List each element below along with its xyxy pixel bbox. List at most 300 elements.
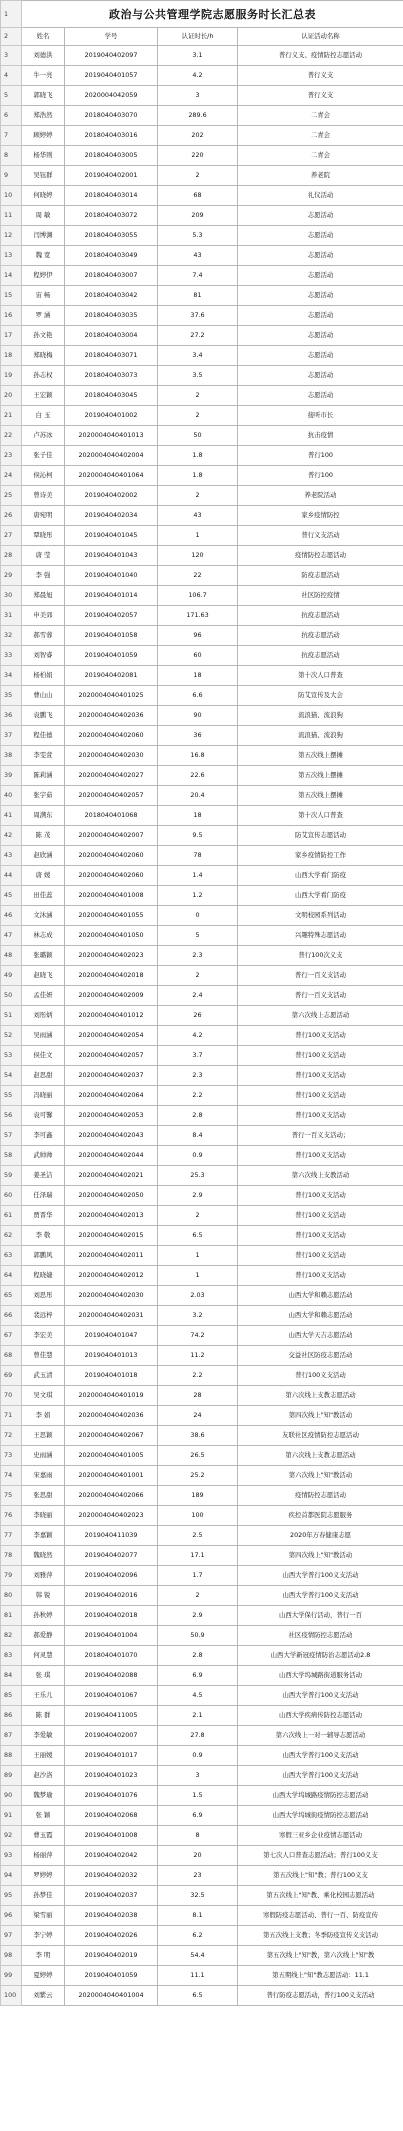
table-row: [1, 206, 403, 226]
cell-student-id: 2020004040401005: [65, 1446, 158, 1466]
cell-student-id: 2020004040402031: [65, 1306, 158, 1326]
cell-name: 程晓婕: [22, 1266, 65, 1286]
cell-name: 武帅帅: [22, 1146, 65, 1166]
row-number: 83: [1, 1646, 22, 1666]
cell-activity: 普行100义支活动: [238, 1046, 403, 1066]
row-number: 9: [1, 166, 22, 186]
cell-student-id: 2020004040402027: [65, 766, 158, 786]
row-number: 88: [1, 1746, 22, 1766]
cell-hours: 202: [158, 126, 238, 146]
cell-student-id: 2019040401002: [65, 406, 158, 426]
cell-name: 刘雅萍: [22, 1566, 65, 1586]
cell-student-id: 2020004040402054: [65, 1026, 158, 1046]
cell-activity: 普行义支: [238, 86, 403, 106]
table-row: [1, 1666, 403, 1686]
cell-name: 陈 群: [22, 1706, 65, 1726]
row-number: 68: [1, 1346, 22, 1366]
cell-name: 唐 莹: [22, 546, 65, 566]
cell-hours: 3.4: [158, 346, 238, 366]
cell-student-id: 2020004040401064: [65, 466, 158, 486]
table-row: [1, 1126, 403, 1146]
cell-hours: 2: [158, 1586, 238, 1606]
cell-name: 李宏美: [22, 1326, 65, 1346]
cell-name: 任泽瑞: [22, 1186, 65, 1206]
cell-hours: 1.8: [158, 466, 238, 486]
cell-hours: 22: [158, 566, 238, 586]
cell-activity: 山西大学看门防疫: [238, 866, 403, 886]
cell-student-id: 2020004040401008: [65, 886, 158, 906]
table-row: [1, 346, 403, 366]
table-row: [1, 1726, 403, 1746]
cell-activity: 志愿活动: [238, 246, 403, 266]
cell-activity: 山西大学新冠疫情防治志愿活动2.8: [238, 1646, 403, 1666]
cell-activity: 二青会: [238, 146, 403, 166]
cell-name: 顾婷婷: [22, 126, 65, 146]
row-number: 98: [1, 1946, 22, 1966]
row-number: 2: [1, 28, 22, 46]
cell-hours: 2: [158, 386, 238, 406]
cell-activity: 山西大学疾病传防控志愿活动: [238, 1706, 403, 1726]
cell-student-id: 2019040401040: [65, 566, 158, 586]
cell-student-id: 2018040403042: [65, 286, 158, 306]
row-number: 28: [1, 546, 22, 566]
cell-student-id: 2019040401076: [65, 1786, 158, 1806]
cell-name: 魏晓然: [22, 1546, 65, 1566]
table-row: [1, 1766, 403, 1786]
row-number: 57: [1, 1126, 22, 1146]
cell-activity: 志愿活动: [238, 226, 403, 246]
table-row: [1, 1806, 403, 1826]
table-row: [1, 866, 403, 886]
cell-name: 李嘉颖: [22, 1526, 65, 1546]
table-row: [1, 586, 403, 606]
cell-activity: 山西大学普行100义支活动: [238, 1746, 403, 1766]
row-number: 66: [1, 1306, 22, 1326]
table-row: [1, 186, 403, 206]
cell-activity: 普行100义支活动: [238, 1366, 403, 1386]
row-number: 53: [1, 1046, 22, 1066]
cell-activity: 第六次线上支教志愿活动: [238, 1446, 403, 1466]
cell-hours: 189: [158, 1486, 238, 1506]
cell-student-id: 2020004040402057: [65, 786, 158, 806]
table-row: [1, 1326, 403, 1346]
cell-hours: 171.63: [158, 606, 238, 626]
row-number: 19: [1, 366, 22, 386]
cell-student-id: 2020004040401013: [65, 426, 158, 446]
cell-activity: 第五期线上"知"教志愿活动：11.1: [238, 1966, 403, 1986]
cell-student-id: 2020004040402044: [65, 1146, 158, 1166]
table-row: [1, 126, 403, 146]
cell-student-id: 2018040403045: [65, 386, 158, 406]
row-number: 6: [1, 106, 22, 126]
cell-hours: 8.4: [158, 1126, 238, 1146]
table-row: [1, 766, 403, 786]
table-row: [1, 1186, 403, 1206]
cell-student-id: 2018040403016: [65, 126, 158, 146]
cell-hours: 20.4: [158, 786, 238, 806]
cell-hours: 25.2: [158, 1466, 238, 1486]
row-number: 90: [1, 1786, 22, 1806]
table-row: [1, 1286, 403, 1306]
cell-activity: 山西大学和赖志愿活动: [238, 1306, 403, 1326]
row-number: 31: [1, 606, 22, 626]
row-number: 64: [1, 1266, 22, 1286]
row-number: 70: [1, 1386, 22, 1406]
cell-activity: 第四次线上"知"教活动: [238, 1406, 403, 1426]
cell-activity: 抗疫志愿活动: [238, 606, 403, 626]
row-number: 40: [1, 786, 22, 806]
cell-name: 刘德洪: [22, 46, 65, 66]
cell-name: 李 娟: [22, 1406, 65, 1426]
row-number: 99: [1, 1966, 22, 1986]
table-row: [1, 146, 403, 166]
cell-activity: 山西大学普行100义支活动: [238, 1686, 403, 1706]
row-number: 79: [1, 1566, 22, 1586]
cell-name: 曾佳慧: [22, 1346, 65, 1366]
cell-activity: 礼仪活动: [238, 186, 403, 206]
cell-name: 赵沙洛: [22, 1766, 65, 1786]
cell-activity: 普行义支、疫情防控志愿活动: [238, 46, 403, 66]
row-number: 96: [1, 1906, 22, 1926]
cell-hours: 23: [158, 1866, 238, 1886]
row-number: 84: [1, 1666, 22, 1686]
cell-name: 魏梦瑜: [22, 1786, 65, 1806]
cell-student-id: 2020004040402053: [65, 1106, 158, 1126]
row-number: 73: [1, 1446, 22, 1466]
cell-hours: 26.5: [158, 1446, 238, 1466]
row-number: 16: [1, 306, 22, 326]
row-number: 93: [1, 1846, 22, 1866]
cell-hours: 50.9: [158, 1626, 238, 1646]
cell-student-id: 2019040402016: [65, 1586, 158, 1606]
cell-activity: 志愿活动: [238, 386, 403, 406]
table-row: [1, 686, 403, 706]
row-number: 76: [1, 1506, 22, 1526]
cell-hours: 25.3: [158, 1166, 238, 1186]
cell-name: 杨柏娟: [22, 666, 65, 686]
cell-name: 吴雨涵: [22, 1026, 65, 1046]
row-number: 1: [1, 1, 22, 28]
cell-name: 梁雪丽: [22, 1906, 65, 1926]
cell-hours: 1.8: [158, 446, 238, 466]
table-row: [1, 326, 403, 346]
cell-student-id: 2018040401068: [65, 806, 158, 826]
row-number: 42: [1, 826, 22, 846]
table-row: [1, 706, 403, 726]
table-row: [1, 406, 403, 426]
cell-name: 宋嘉雨: [22, 1466, 65, 1486]
table-row: [1, 806, 403, 826]
cell-activity: 第七次人口普查志愿活动；普行100义支: [238, 1846, 403, 1866]
table-row: [1, 906, 403, 926]
cell-name: 张 颖: [22, 1806, 65, 1826]
cell-hours: 6.6: [158, 686, 238, 706]
cell-hours: 2.3: [158, 946, 238, 966]
cell-hours: 3: [158, 1766, 238, 1786]
table-row: [1, 966, 403, 986]
row-number: 54: [1, 1066, 22, 1086]
row-number: 55: [1, 1086, 22, 1106]
row-number: 85: [1, 1686, 22, 1706]
cell-activity: 抗击疫情: [238, 426, 403, 446]
cell-student-id: 2019040401059: [65, 1966, 158, 1986]
cell-name: 申美郊: [22, 606, 65, 626]
cell-student-id: 2020004040401019: [65, 1386, 158, 1406]
cell-student-id: 2018040401070: [65, 1646, 158, 1666]
cell-activity: 普行100义支活动: [238, 1026, 403, 1046]
row-number: 13: [1, 246, 22, 266]
row-number: 61: [1, 1206, 22, 1226]
cell-activity: 志愿活动: [238, 266, 403, 286]
table-row: [1, 826, 403, 846]
cell-student-id: 2020004040401001: [65, 1466, 158, 1486]
cell-activity: 普行一百义支活动；: [238, 1126, 403, 1146]
cell-name: 贾晋华: [22, 1206, 65, 1226]
row-number: 24: [1, 466, 22, 486]
cell-hours: 43: [158, 246, 238, 266]
cell-name: 刘紫云: [22, 1986, 65, 2006]
cell-student-id: 2019040402088: [65, 1666, 158, 1686]
table-row: [1, 1426, 403, 1446]
cell-student-id: 2019040402068: [65, 1806, 158, 1826]
row-number: 95: [1, 1886, 22, 1906]
cell-name: 曹山山: [22, 686, 65, 706]
cell-hours: 43: [158, 506, 238, 526]
cell-activity: 防艾宣传及大会: [238, 686, 403, 706]
cell-hours: 2: [158, 966, 238, 986]
cell-hours: 2.5: [158, 1526, 238, 1546]
table-row: [1, 1926, 403, 1946]
table-row: [1, 1226, 403, 1246]
cell-hours: 0.9: [158, 1146, 238, 1166]
cell-student-id: 2020004040402036: [65, 1406, 158, 1426]
row-number: 7: [1, 126, 22, 146]
cell-student-id: 2020004040401055: [65, 906, 158, 926]
cell-activity: 抗疫志愿活动: [238, 646, 403, 666]
cell-name: 魏 宽: [22, 246, 65, 266]
cell-student-id: 2020004040402007: [65, 826, 158, 846]
cell-student-id: 2019040401057: [65, 66, 158, 86]
cell-name: 孙志权: [22, 366, 65, 386]
cell-activity: 第五次线上摆摊: [238, 746, 403, 766]
row-number: 47: [1, 926, 22, 946]
cell-student-id: 2018040403014: [65, 186, 158, 206]
table-row: [1, 1626, 403, 1646]
table-row: [1, 1026, 403, 1046]
cell-name: 林志成: [22, 926, 65, 946]
cell-name: 宙 畅: [22, 286, 65, 306]
cell-activity: 普行100义支活动: [238, 1106, 403, 1126]
cell-name: 李爱敏: [22, 1726, 65, 1746]
cell-hours: 2.9: [158, 1606, 238, 1626]
table-row: [1, 1886, 403, 1906]
cell-name: 覃晓彤: [22, 526, 65, 546]
cell-hours: 6.5: [158, 1986, 238, 2006]
cell-activity: 第五次线上"知"教、乘化校园志愿活动: [238, 1886, 403, 1906]
cell-student-id: 2019040402057: [65, 606, 158, 626]
cell-hours: 2.9: [158, 1186, 238, 1206]
cell-activity: 二青会: [238, 126, 403, 146]
table-row: [1, 1006, 403, 1026]
cell-name: 袁可馨: [22, 1106, 65, 1126]
row-number: 23: [1, 446, 22, 466]
row-number: 8: [1, 146, 22, 166]
cell-name: 杨华则: [22, 146, 65, 166]
cell-student-id: 2020004040402066: [65, 1486, 158, 1506]
cell-activity: 山西大学普行100义支活动: [238, 1566, 403, 1586]
cell-student-id: 2019040402001: [65, 166, 158, 186]
table-row: [1, 1146, 403, 1166]
cell-hours: 24: [158, 1406, 238, 1426]
cell-student-id: 2020004040402060: [65, 846, 158, 866]
cell-hours: 27.8: [158, 1726, 238, 1746]
row-number: 65: [1, 1286, 22, 1306]
cell-hours: 2: [158, 1206, 238, 1226]
cell-activity: 山西大学保行活动，普行一百: [238, 1606, 403, 1626]
cell-hours: 220: [158, 146, 238, 166]
cell-student-id: 2020004040401004: [65, 1986, 158, 2006]
row-number: 45: [1, 886, 22, 906]
table-row: [1, 1606, 403, 1626]
row-number: 18: [1, 346, 22, 366]
cell-name: 郑晓梅: [22, 346, 65, 366]
row-number: 48: [1, 946, 22, 966]
cell-name: 郭晓飞: [22, 86, 65, 106]
cell-activity: 流浪猫、流浪狗: [238, 726, 403, 746]
cell-name: 王乐儿: [22, 1686, 65, 1706]
cell-activity: 普行义支活动: [238, 526, 403, 546]
cell-hours: 2.8: [158, 1106, 238, 1126]
cell-student-id: 2020004040402015: [65, 1226, 158, 1246]
cell-activity: 普行100义支活动: [238, 1206, 403, 1226]
cell-hours: 5: [158, 926, 238, 946]
cell-name: 田佳蕊: [22, 886, 65, 906]
cell-name: 罗婷婷: [22, 1866, 65, 1886]
cell-activity: 第五次线上"知"教；普行100义支: [238, 1866, 403, 1886]
cell-name: 曹玉霞: [22, 1826, 65, 1846]
cell-name: 牛一亮: [22, 66, 65, 86]
cell-name: 吴钰群: [22, 166, 65, 186]
table-row: [1, 1946, 403, 1966]
cell-name: 杨丽萍: [22, 1846, 65, 1866]
cell-student-id: 2020004040402023: [65, 946, 158, 966]
cell-activity: 志愿活动: [238, 206, 403, 226]
cell-name: 郝爱静: [22, 1626, 65, 1646]
cell-hours: 11.2: [158, 1346, 238, 1366]
cell-hours: 37.6: [158, 306, 238, 326]
cell-hours: 3.1: [158, 46, 238, 66]
cell-activity: 第五次线上摆摊: [238, 786, 403, 806]
cell-hours: 2: [158, 486, 238, 506]
cell-student-id: 2018040403004: [65, 326, 158, 346]
cell-hours: 28: [158, 1386, 238, 1406]
cell-name: 张宇茹: [22, 786, 65, 806]
header-hours: 认证时长/h: [158, 28, 238, 46]
row-number: 22: [1, 426, 22, 446]
cell-hours: 2.3: [158, 1066, 238, 1086]
cell-student-id: 2019040402038: [65, 1906, 158, 1926]
cell-hours: 17.1: [158, 1546, 238, 1566]
cell-activity: 普行100义支活动: [238, 1086, 403, 1106]
cell-student-id: 2020004040402004: [65, 446, 158, 466]
table-row: [1, 646, 403, 666]
cell-student-id: 2019040401008: [65, 1826, 158, 1846]
cell-name: 袁鹏飞: [22, 706, 65, 726]
cell-activity: 养老院: [238, 166, 403, 186]
cell-hours: 0.9: [158, 1746, 238, 1766]
cell-name: 李 敬: [22, 1226, 65, 1246]
table-row: [1, 1986, 403, 2006]
cell-activity: 普行100义支活动: [238, 1246, 403, 1266]
cell-name: 孙文艳: [22, 326, 65, 346]
cell-name: 唐 媛: [22, 866, 65, 886]
cell-student-id: 2019040401059: [65, 646, 158, 666]
cell-name: 王宏颖: [22, 386, 65, 406]
cell-activity: 防疫志愿活动: [238, 566, 403, 586]
cell-hours: 18: [158, 666, 238, 686]
cell-student-id: 2019040401047: [65, 1326, 158, 1346]
cell-hours: 4.2: [158, 66, 238, 86]
table-row: [1, 426, 403, 446]
cell-name: 李雯萱: [22, 746, 65, 766]
cell-hours: 7.4: [158, 266, 238, 286]
table-row: [1, 926, 403, 946]
row-number: 27: [1, 526, 22, 546]
cell-student-id: 2019040402077: [65, 1546, 158, 1566]
cell-student-id: 2020004040402018: [65, 966, 158, 986]
cell-name: 卢苏冰: [22, 426, 65, 446]
cell-activity: 友联社区疫情防控志愿活动: [238, 1426, 403, 1446]
row-number: 30: [1, 586, 22, 606]
table-row: [1, 986, 403, 1006]
cell-hours: 90: [158, 706, 238, 726]
cell-activity: 普行100义支活动: [238, 1266, 403, 1286]
cell-name: 李宁婷: [22, 1926, 65, 1946]
cell-student-id: 2019040402002: [65, 486, 158, 506]
cell-name: 闫博渊: [22, 226, 65, 246]
cell-student-id: 2020004040402013: [65, 1206, 158, 1226]
row-number: 26: [1, 506, 22, 526]
table-row: [1, 1786, 403, 1806]
row-number: 97: [1, 1926, 22, 1946]
row-number: 82: [1, 1626, 22, 1646]
table-row: [1, 286, 403, 306]
row-number: 100: [1, 1986, 22, 2006]
cell-activity: 第五次线上支教；冬季防疫宣传义支活动: [238, 1926, 403, 1946]
row-number: 14: [1, 266, 22, 286]
row-number: 74: [1, 1466, 22, 1486]
cell-hours: 1: [158, 1266, 238, 1286]
cell-student-id: 2019040411005: [65, 1706, 158, 1726]
cell-hours: 6.9: [158, 1806, 238, 1826]
cell-activity: 养老院活动: [238, 486, 403, 506]
cell-activity: 山西大学坞城路街道服务活动: [238, 1666, 403, 1686]
cell-activity: 志愿活动: [238, 286, 403, 306]
cell-student-id: 2020004040402060: [65, 726, 158, 746]
table-row: [1, 246, 403, 266]
cell-name: 唐宛明: [22, 506, 65, 526]
cell-name: 武玉清: [22, 1366, 65, 1386]
cell-activity: 第四次线上"知"教活动: [238, 1546, 403, 1566]
cell-hours: 120: [158, 546, 238, 566]
cell-activity: 交益社区防疫志愿活动: [238, 1346, 403, 1366]
cell-name: 夏婷婷: [22, 1966, 65, 1986]
cell-hours: 8: [158, 1826, 238, 1846]
cell-student-id: 2020004042059: [65, 86, 158, 106]
cell-student-id: 2020004040402064: [65, 1086, 158, 1106]
cell-activity: 山西大学天吉志愿活动: [238, 1326, 403, 1346]
header-activity: 认证活动名称: [238, 28, 403, 46]
